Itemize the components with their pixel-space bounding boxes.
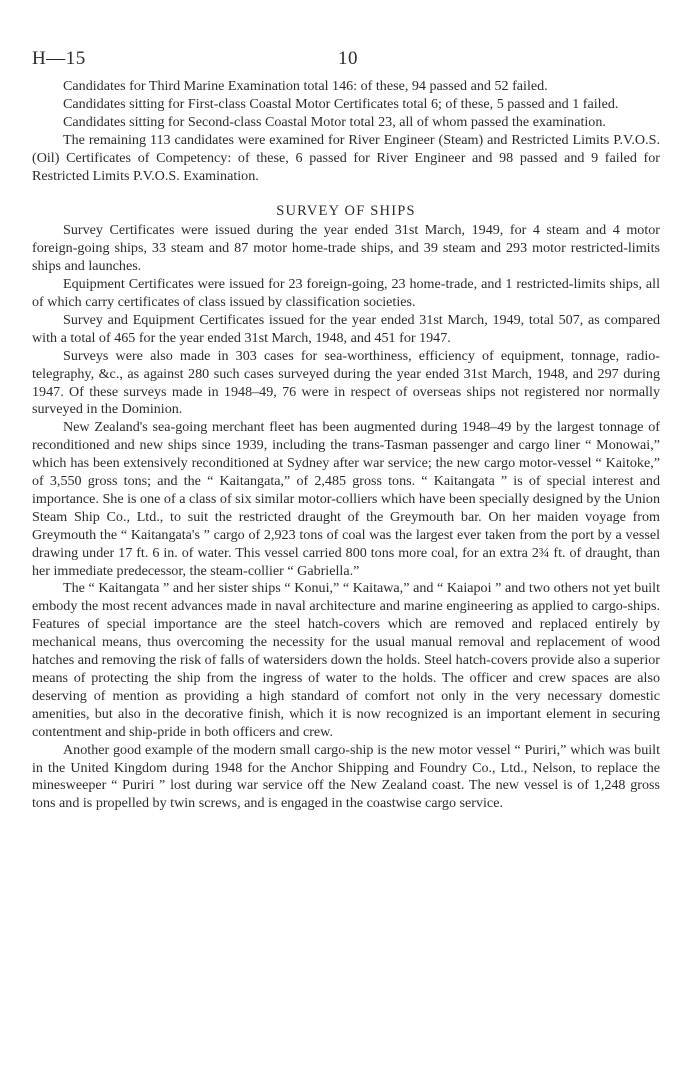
paragraph: Survey Certificates were issued during the year ended 31st March, 1949, for 4 steam and 4 motor foreign-going ships, 33 steam and 87 motor home-trade ships, and 39 steam and 293 motor restricted-limits ships and launches. bbox=[32, 222, 660, 275]
page-number: 10 bbox=[338, 48, 358, 69]
document-body bbox=[32, 78, 660, 813]
paragraph: Candidates sitting for First-class Coastal Motor Certificates total 6; of these, 5 passed and 1 failed. bbox=[63, 95, 619, 112]
document-page bbox=[32, 48, 660, 813]
paragraph: The remaining 113 candidates were examined for River Engineer (Steam) and Restricted Limits P.V.O.S. (Oil) Certificates of Competency: of these, 6 passed for River Engineer and 98 passed and 9 failed for Restricted Limits P.V.O.S. Examination. bbox=[32, 131, 660, 184]
paragraph: Survey and Equipment Certificates issued for the year ended 31st March, 1949, total 507, as compared with a total of 465 for the year ended 31st March, 1948, and 451 for 1947. bbox=[32, 311, 660, 346]
paragraph: Equipment Certificates were issued for 23 foreign-going, 23 home-trade, and 1 restricted-limits ships, all of which carry certificates of class issued by classification societies. bbox=[32, 276, 660, 310]
document-reference: H—15 bbox=[32, 48, 86, 69]
paragraph: The “ Kaitangata ” and her sister ships “ Konui,” “ Kaitawa,” and “ Kaiapoi ” and two others not yet built embody the most recent advances made in naval architecture and marine engineering as applied to cargo-ships. Features of special importance are the steel hatch-covers which are removed and replaced entirely by mechanical means, thus overcoming the necessity for the usual manual removal and replacement of wood hatches and removing the risk of falls of watersiders down the holds. Steel hatch-covers provide also a superior means of protecting the ship from the ingress of water to the holds. The officer and crew spaces are also deserving of mention as providing a high standard of comfort not only in the very necessary domestic amenities, but also in the decorative finish, which it is now recognized is an important element in securing contentment and ship-pride in both officers and crew. bbox=[32, 580, 660, 740]
paragraph: Surveys were also made in 303 cases for sea-worthiness, efficiency of equipment, tonnage, radio-telegraphy, &c., as against 280 such cases surveyed during the year ended 31st March, 1948, and 297 during 1947. Of these surveys made in 1948–49, 76 were in respect of overseas ships not registered nor normally surveyed in the Dominion. bbox=[32, 347, 660, 418]
section-heading: SURVEY OF SHIPS bbox=[276, 203, 416, 220]
paragraph: Candidates for Third Marine Examination total 146: of these, 94 passed and 52 failed. bbox=[63, 78, 548, 94]
paragraph: Candidates sitting for Second-class Coastal Motor total 23, all of whom passed the examination. bbox=[63, 113, 606, 130]
paragraph: Another good example of the modern small cargo-ship is the new motor vessel “ Puriri,” which was built in the United Kingdom during 1948 for the Anchor Shipping and Foundry Co., Ltd., Nelson, to replace the minesweeper “ Puriri ” lost during war service off the New Zealand coast. The new vessel is of 1,248 gross tons and is propelled by twin screws, and is engaged in the coastwise cargo service. bbox=[32, 741, 660, 812]
paragraph: New Zealand's sea-going merchant fleet has been augmented during 1948–49 by the largest tonnage of reconditioned and new ships since 1939, including the trans-Tasman passenger and cargo liner “ Monowai,” which has been extensively reconditioned at Sydney after war service; the new cargo motor-vessel “ Kaitoke,” of 3,550 gross tons; and the “ Kaitangata,” of 2,485 gross tons. “ Kaitangata ” is of special interest and importance. She is one of a class of six similar motor-colliers which have been specially designed by the Union Steam Ship Co., Ltd., to suit the restricted draught of the Greymouth bar. On her maiden voyage from Greymouth the “ Kaitangata's ” cargo of 2,923 tons of coal was the largest ever taken from the port by a vessel drawing under 17 ft. 6 in. of water. This vessel carried 800 tons more coal, for an extra 2¾ ft. of draught, than her immediate predecessor, the steam-collier “ Gabriella.” bbox=[32, 419, 660, 579]
page-header bbox=[32, 48, 660, 78]
